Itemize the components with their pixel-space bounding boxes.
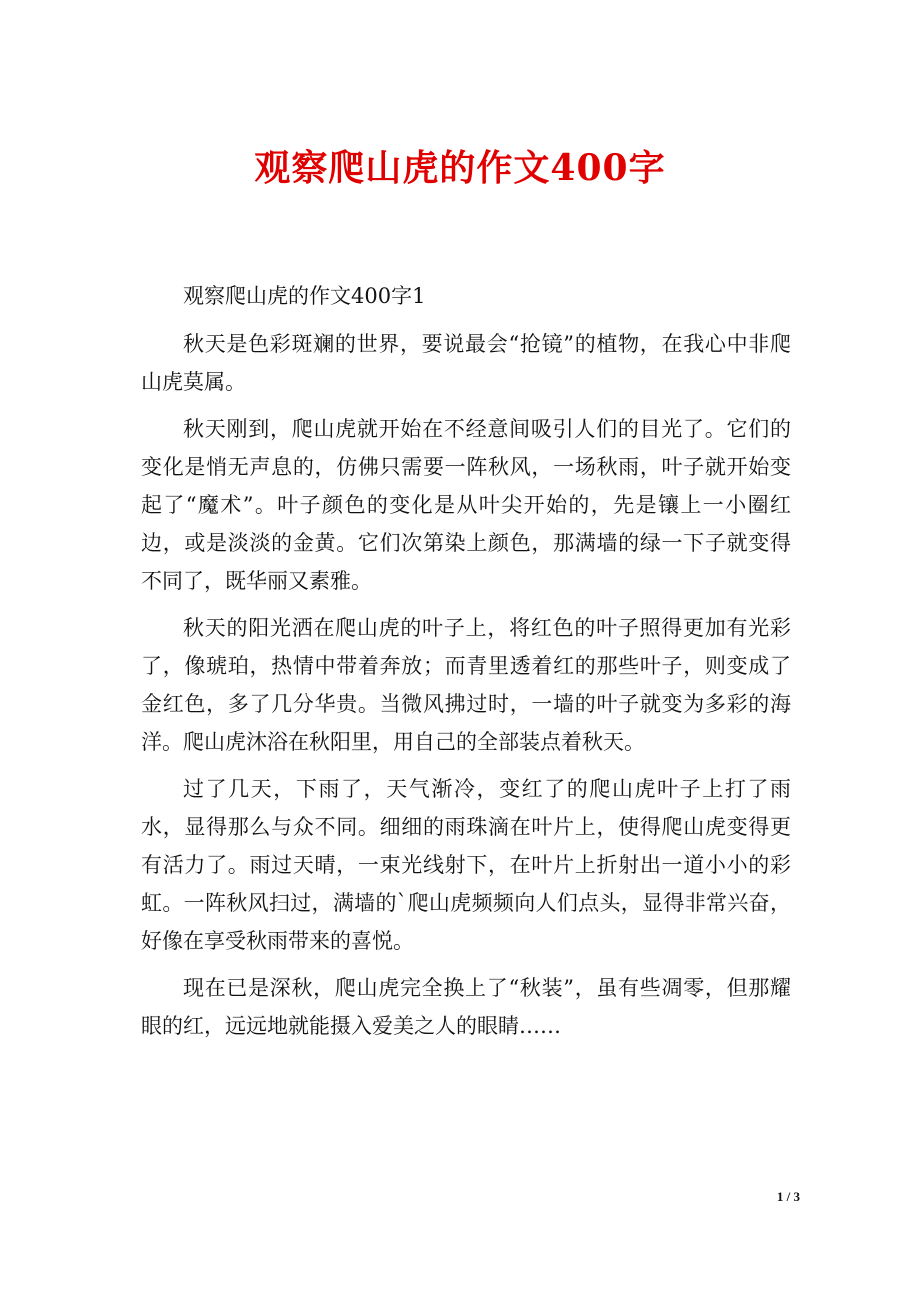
- document-body: [141, 277, 791, 1054]
- paragraph-1: 秋天是色彩斑斓的世界，要说最会“抢镜”的植物，在我心中非爬山虎莫属。: [141, 332, 791, 394]
- paragraph-4: 过了几天，下雨了，天气渐冷，变红了的爬山虎叶子上打了雨水，显得那么与众不同。细细的雨珠滴在叶片上，使得爬山虎变得更有活力了。雨过天晴，一束光线射下，在叶片上折射出一道小小的彩虹。一阵秋风扫过，满墙的`爬山虎频频向人们点头，显得非常兴奋，好像在享受秋雨带来的喜悦。: [141, 777, 791, 953]
- section-heading: 观察爬山虎的作文400字1: [183, 284, 426, 308]
- paragraph-3: 秋天的阳光洒在爬山虎的叶子上，将红色的叶子照得更加有光彩了，像琥珀，热情中带着奔放；而青里透着红的那些叶子，则变成了金红色，多了几分华贵。当微风拂过时，一墙的叶子就变为多彩的海洋。爬山虎沐浴在秋阳里，用自己的全部装点着秋天。: [141, 616, 791, 754]
- paragraph-5: 现在已是深秋，爬山虎完全换上了“秋装”，虽有些凋零，但那耀眼的红，远远地就能摄入爱美之人的眼睛……: [141, 976, 791, 1038]
- paragraph-2: 秋天刚到，爬山虎就开始在不经意间吸引人们的目光了。它们的变化是悄无声息的，仿佛只需要一阵秋风，一场秋雨，叶子就开始变起了“魔术”。叶子颜色的变化是从叶尖开始的，先是镶上一小圈红边，或是淡淡的金黄。它们次第染上颜色，那满墙的绿一下子就变得不同了，既华丽又素雅。: [141, 417, 791, 593]
- document-title: 观察爬山虎的作文400字: [254, 147, 666, 189]
- page-number: 1 / 3: [776, 1189, 800, 1204]
